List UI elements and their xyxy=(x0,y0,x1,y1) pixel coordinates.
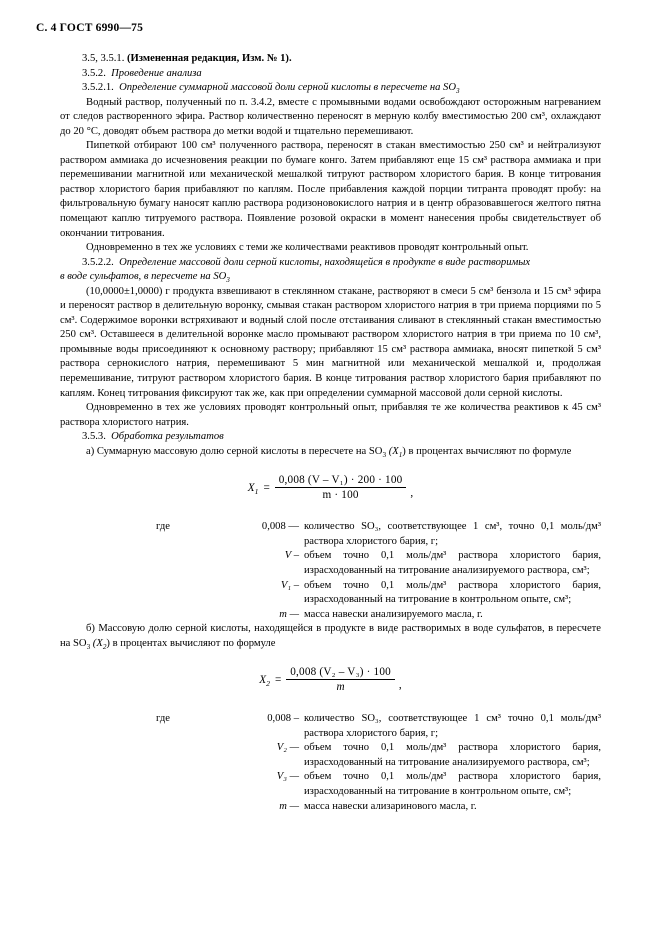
list-item-a-var-subscript: 1 xyxy=(398,450,403,459)
where-row xyxy=(60,579,601,608)
formula-2-trailing-comma: , xyxy=(398,679,402,692)
list-item-a-var: (X xyxy=(386,445,399,457)
where-definition: объем точно 0,1 моль/дм³ раствора хлористого бария, израсходованный на титрование в контрольном опыте, см³; xyxy=(304,579,601,606)
clause-3-5-2-title: Проведение анализа xyxy=(111,67,202,79)
list-item-b-text: б) Массовую долю серной кислоты, находящейся в продукте в виде растворимых в воде сульфатов, в пересчете на SO xyxy=(60,623,601,649)
clause-3-5-2-2 xyxy=(60,256,601,271)
where-block-2 xyxy=(60,712,601,814)
where-symbol: V – xyxy=(284,550,299,562)
list-item-b-var-subscript: 2 xyxy=(102,642,107,651)
paragraph-1: Водный раствор, полученный по п. 3.4.2, вместе с промывными водами освобождают осторожным нагреванием от следов растворенного эфира. Раствор количественно переносят в мерную колбу вместимостью 200 см³, охлаждают до 20 °С, доводят объем раствора до метки водой и тщательно перемешивают. xyxy=(60,96,601,137)
clause-3-5-2-2-title-subscript: 3 xyxy=(226,276,230,285)
clause-3-5-note: (Измененная редакция, Изм. № 1). xyxy=(127,53,292,64)
formula-2-numerator: 0,008 (V₂ – V₃) · 100 xyxy=(286,666,395,680)
where-keyword-spacer xyxy=(60,549,208,578)
clause-3-5-2-1-title: Определение суммарной массовой доли серной кислоты в пересчете на SO xyxy=(119,82,456,94)
formula-1-block xyxy=(60,474,601,501)
where-symbol: V₁ – xyxy=(280,579,299,591)
list-item-b-suffix: ) в процентах вычисляют по формуле xyxy=(106,637,276,649)
where-keyword-1: где xyxy=(156,521,170,533)
clause-3-5-2-number: 3.5.2. xyxy=(82,67,106,79)
page-header: С. 4 ГОСТ 6990—75 xyxy=(36,22,144,34)
clause-3-5-2-2-title-line2: в воде сульфатов, в пересчете на SO xyxy=(60,271,227,283)
formula-1-trailing-comma: , xyxy=(410,487,414,500)
formula-2-fraction xyxy=(286,666,395,693)
list-item-a-suffix: ) в процентах вычисляют по формуле xyxy=(402,445,572,457)
where-definition: объем точно 0,1 моль/дм³ раствора хлористого бария, израсходованный на титрование анализируемого раствора, см³; xyxy=(304,550,601,576)
list-item-a xyxy=(60,445,601,460)
formula-2-denominator: m xyxy=(336,681,345,694)
where-row xyxy=(60,741,601,770)
clause-3-5-2-1-number: 3.5.2.1. xyxy=(82,82,114,94)
formula-1-numerator: 0,008 (V – V₁) · 200 · 100 xyxy=(275,474,407,488)
where-row xyxy=(60,712,601,741)
clause-3-5-2-2-number: 3.5.2.2. xyxy=(82,256,114,268)
formula-2-equals: = xyxy=(274,673,282,686)
formula-2 xyxy=(259,666,401,693)
where-keyword-2: где xyxy=(156,713,170,725)
where-row xyxy=(60,800,601,815)
list-item-b xyxy=(60,622,601,651)
where-keyword-spacer xyxy=(60,770,208,799)
where-row xyxy=(60,520,601,549)
where-symbol: m — xyxy=(279,800,299,812)
clause-3-5-3-5-1 xyxy=(60,52,601,67)
list-item-a-so3-subscript: 3 xyxy=(382,450,387,459)
document-body xyxy=(60,52,601,814)
where-row xyxy=(60,549,601,578)
where-symbol: V₃ — xyxy=(276,771,299,783)
where-symbol: V₂ — xyxy=(276,742,299,754)
formula-2-block xyxy=(60,666,601,693)
paragraph-4: (10,0000±1,0000) г продукта взвешивают в стеклянном стакане, растворяют в смеси 5 см³ бензола и 15 см³ эфира и переносят раствор в делительную воронку, смывая стакан раствором хлористого натрия в три приема порциями по 5 см³. Содержимое воронки встряхивают и водный слой после отстаивания сливают в стеклянный стакан вместимостью 250 см³. Оставшееся в делительной воронке масло промывают раствором хлористого натрия в три приема по 10 см³, промывные воды присоединяют к основному раствору; прибавляют 15 см³ раствора аммиака, вносят пипеткой 5 см³ раствора сернокислого натрия, перемешивают 5 мин магнитной или механической мешалкой и, продолжая перемешивание, титруют раствором хлористого бария. В конце титрования раствор хлористого бария прибавляют по каплям. Конец титрования фиксируют так же, как при определении суммарной массовой доли серной кислоты. xyxy=(60,285,601,399)
where-keyword-spacer xyxy=(60,608,208,623)
where-definition: масса навески анализируемого масла, г. xyxy=(304,608,483,620)
clause-3-5-2 xyxy=(60,67,601,82)
list-item-a-text: а) Суммарную массовую долю серной кислоты в пересчете на SO xyxy=(86,445,383,457)
where-keyword-spacer xyxy=(60,579,208,608)
formula-1-denominator: m · 100 xyxy=(322,489,359,502)
formula-2-lhs: $X_2$ xyxy=(259,673,270,688)
clause-3-5-3 xyxy=(60,430,601,445)
paragraph-3: Одновременно в тех же условиях с теми же количествами реактивов проводят контрольный опыт. xyxy=(86,242,529,254)
clause-3-5-2-1 xyxy=(60,81,601,96)
where-keyword-spacer xyxy=(60,741,208,770)
formula-1-lhs: $X_1$ xyxy=(247,481,259,497)
where-definition: объем точно 0,1 моль/дм³ раствора хлористого бария, израсходованный на титрование в контрольном опыте, см³; xyxy=(304,771,601,797)
where-definition: масса навески ализаринового масла, г. xyxy=(304,800,477,812)
formula-1-equals: = xyxy=(263,481,270,494)
clause-3-5-2-1-title-subscript: 3 xyxy=(455,87,460,96)
clause-3-5-3-number: 3.5.3. xyxy=(82,431,106,443)
where-row xyxy=(60,608,601,623)
clause-3-5-number: 3.5, 3.5.1. xyxy=(82,53,125,64)
paragraph-5: Одновременно в тех же условиях проводят контрольный опыт, прибавляя те же количества реактивов к 45 см³ раствора хлористого натрия. xyxy=(60,402,601,428)
where-block-1 xyxy=(60,520,601,622)
list-item-b-var: (X xyxy=(90,637,103,649)
where-symbol: 0,008 — xyxy=(261,521,299,533)
where-row xyxy=(60,770,601,799)
list-item-b-so3-subscript: 3 xyxy=(86,642,91,651)
where-keyword-spacer xyxy=(60,800,208,815)
clause-3-5-2-2-title-line1: Определение массовой доли серной кислоты, находящейся в продукте в виде растворимых xyxy=(119,256,531,268)
where-symbol: m — xyxy=(279,608,299,620)
where-symbol: 0,008 – xyxy=(267,713,299,725)
where-definition: количество SO₃, соответствующее 1 см³, точно 0,1 моль/дм³ раствора хлористого бария, г; xyxy=(304,521,601,547)
where-definition: количество SO₃, соответствующее 1 см³ точно 0,1 моль/дм³ раствора хлористого бария, г; xyxy=(304,713,601,739)
formula-1 xyxy=(248,474,413,501)
clause-3-5-2-2-line2 xyxy=(60,270,601,285)
paragraph-2: Пипеткой отбирают 100 см³ полученного раствора, переносят в стакан вместимостью 250 см³ и нейтрализуют раствором аммиака до исчезновения реакции по бумаге конго. Затем прибавляют еще 15 см³ раствора аммиака и при перемешивании магнитной или механической мешалкой титруют раствором хлористого бария. В конце титрования раствор хлористого бария прибавляют по каплям. После прибавления каждой порции титранта проводят пробу: на фильтровальную бумагу наносят каплю раствора родизоновокислого натрия и в центр образовавшегося желтого пятна помещают каплю титруемого раствора. Появление розовой окраски в момент нанесения пробы свидетельствует об окончании титрования. xyxy=(60,140,601,239)
where-definition: объем точно 0,1 моль/дм³ раствора хлористого бария, израсходованный на титрование анализируемого раствора, см³; xyxy=(304,742,601,768)
formula-1-fraction xyxy=(275,474,407,501)
clause-3-5-3-title: Обработка результатов xyxy=(111,431,224,443)
